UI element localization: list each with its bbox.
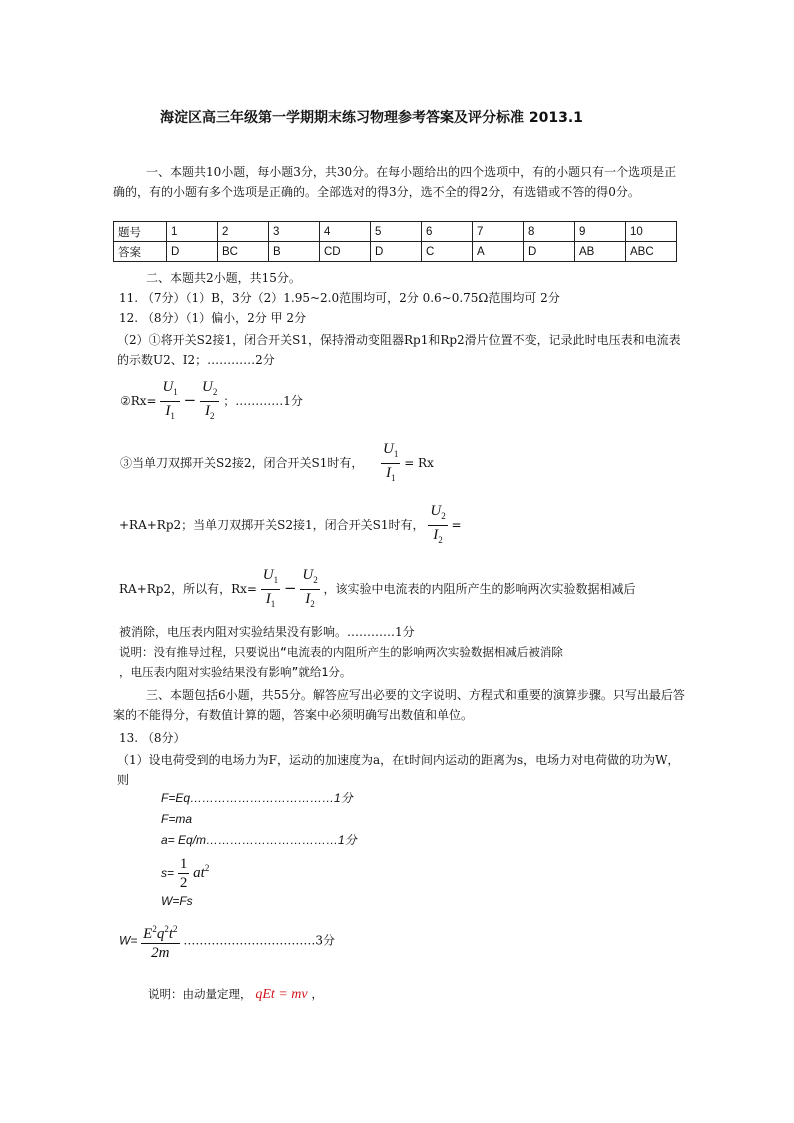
section1-intro: 一、本题共10小题，每小题3分，共30分。在每小题给出的四个选项中，有的小题只有一个选项是正确的，有的小题有多个选项是正确的。全部选对的得3分，选不全的得2分，有选错或不答的得0分。 xyxy=(113,165,677,199)
minus-sign: − xyxy=(283,579,297,597)
fraction-u2-i2: $\frac{U_2}{I_2}$ xyxy=(202,379,218,421)
fraction-u2-i2: $\frac{U_2}{I_2}$ xyxy=(430,503,446,545)
step3-formula xyxy=(120,440,434,487)
question-number: 8 xyxy=(524,222,575,242)
question-number: 9 xyxy=(575,222,626,242)
equation-6 xyxy=(119,920,335,962)
q13-heading: 13. （8分） xyxy=(119,731,186,745)
fraction-one-half: $\frac{1}{2}$ xyxy=(179,856,188,891)
step2-suffix: ；…………1分 xyxy=(223,394,303,408)
row-label-answer: 答案 xyxy=(114,242,167,262)
equation-6-prefix: W= xyxy=(119,933,138,948)
q12-part2: （2）①将开关S2接1，闭合开关S1，保持滑动变阻器Rp1和Rp2滑片位置不变，记录此时电压表和电流表的示数U2、I2；…………2分 xyxy=(117,333,681,367)
note-line-1: 说明：没有推导过程，只要说出“电流表的内阻所产生的影响两次实验数据相减后被消除 xyxy=(119,645,563,659)
fraction-work: $\frac{E^2q^2t^2}{2m}$ xyxy=(141,920,179,962)
minus-sign: − xyxy=(183,391,197,409)
answer-value: D xyxy=(524,242,575,262)
row-label-question: 题号 xyxy=(114,222,167,242)
fraction-u1-i1: $\frac{U_1}{I_1}$ xyxy=(262,567,279,609)
step5-suffix: ，该实验中电流表的内阻所产生的影响两次实验数据相减后 xyxy=(323,582,636,596)
momentum-note-suffix: ， xyxy=(311,987,324,1001)
step4-formula xyxy=(119,502,462,549)
step4-text: +RA+Rp2；当单刀双掷开关S2接1，闭合开关S1时有， xyxy=(119,518,425,532)
page-title: 海淀区高三年级第一学期期末练习物理参考答案及评分标准 2013.1 xyxy=(160,110,583,126)
section2-heading: 二、本题共2小题，共15分。 xyxy=(146,271,301,285)
step5-prefix: RA+Rp2，所以有，Rx= xyxy=(119,582,257,596)
q12-answer: 12. （8分）（1）偏小，2分 甲 2分 xyxy=(119,311,307,325)
question-number: 2 xyxy=(218,222,269,242)
fraction-u1-i1: $\frac{U_1}{I_1}$ xyxy=(383,441,399,483)
q11-answer: 11. （7分）（1）B，3分（2）1.95~2.0范围均可，2分 0.6~0.75Ω范围均可 2分 xyxy=(119,291,560,305)
question-number: 10 xyxy=(626,222,677,242)
equation-2: F=ma xyxy=(161,812,193,826)
momentum-equation: qEt = mv xyxy=(255,987,308,1002)
step3-eq: = Rx xyxy=(404,456,434,470)
note-line-2: ，电压表内阻对实验结果没有影响”就给1分。 xyxy=(119,665,352,679)
answer-value: D xyxy=(167,242,218,262)
question-number: 6 xyxy=(422,222,473,242)
step2-prefix: ②Rx= xyxy=(120,394,157,408)
answer-value: B xyxy=(269,242,320,262)
q13-part1: （1）设电荷受到的电场力为F，运动的加速度为a，在t时间内运动的距离为s，电场力对电荷做的功为W，则 xyxy=(117,753,680,787)
answer-table xyxy=(113,221,677,262)
momentum-note-prefix: 说明：由动量定理， xyxy=(148,987,252,1001)
step6-text: 被消除，电压表内阻对实验结果没有影响。…………1分 xyxy=(119,625,415,639)
section3-intro: 三、本题包括6小题，共55分。解答应写出必要的文字说明、方程式和重要的演算步骤。只写出最后答案的不能得分，有数值计算的题，答案中必须明确写出数值和单位。 xyxy=(113,688,685,722)
answer-value: BC xyxy=(218,242,269,262)
question-number: 7 xyxy=(473,222,524,242)
fraction-u1-i1: $\frac{U_1}{I_1}$ xyxy=(162,379,178,421)
step5-formula xyxy=(119,566,636,613)
question-number: 5 xyxy=(371,222,422,242)
question-number: 3 xyxy=(269,222,320,242)
table-row-answers xyxy=(114,242,677,262)
equation-5: W=Fs xyxy=(161,894,193,908)
momentum-note xyxy=(148,986,323,1003)
equation-4-prefix: s= xyxy=(161,866,175,880)
answer-value: ABC xyxy=(626,242,677,262)
question-number: 4 xyxy=(320,222,371,242)
table-row-questions xyxy=(114,222,677,242)
answer-value: D xyxy=(371,242,422,262)
step4-eq: = xyxy=(451,518,462,532)
equation-3: a= Eq/m……………………………1分 xyxy=(161,833,357,847)
step2-formula xyxy=(120,378,303,425)
equation-6-suffix: ……………………………3分 xyxy=(183,933,335,948)
fraction-u2-i2: $\frac{U_2}{I_2}$ xyxy=(302,567,318,609)
step3-text: ③当单刀双掷开关S2接2，闭合开关S1时有， xyxy=(120,456,364,470)
answer-value: CD xyxy=(320,242,371,262)
question-number: 1 xyxy=(167,222,218,242)
answer-value: AB xyxy=(575,242,626,262)
answer-value: A xyxy=(473,242,524,262)
answer-value: C xyxy=(422,242,473,262)
at-squared: $at^2$ xyxy=(193,863,210,881)
equation-4 xyxy=(161,850,209,892)
equation-1: F=Eq………………………………1分 xyxy=(161,791,353,805)
